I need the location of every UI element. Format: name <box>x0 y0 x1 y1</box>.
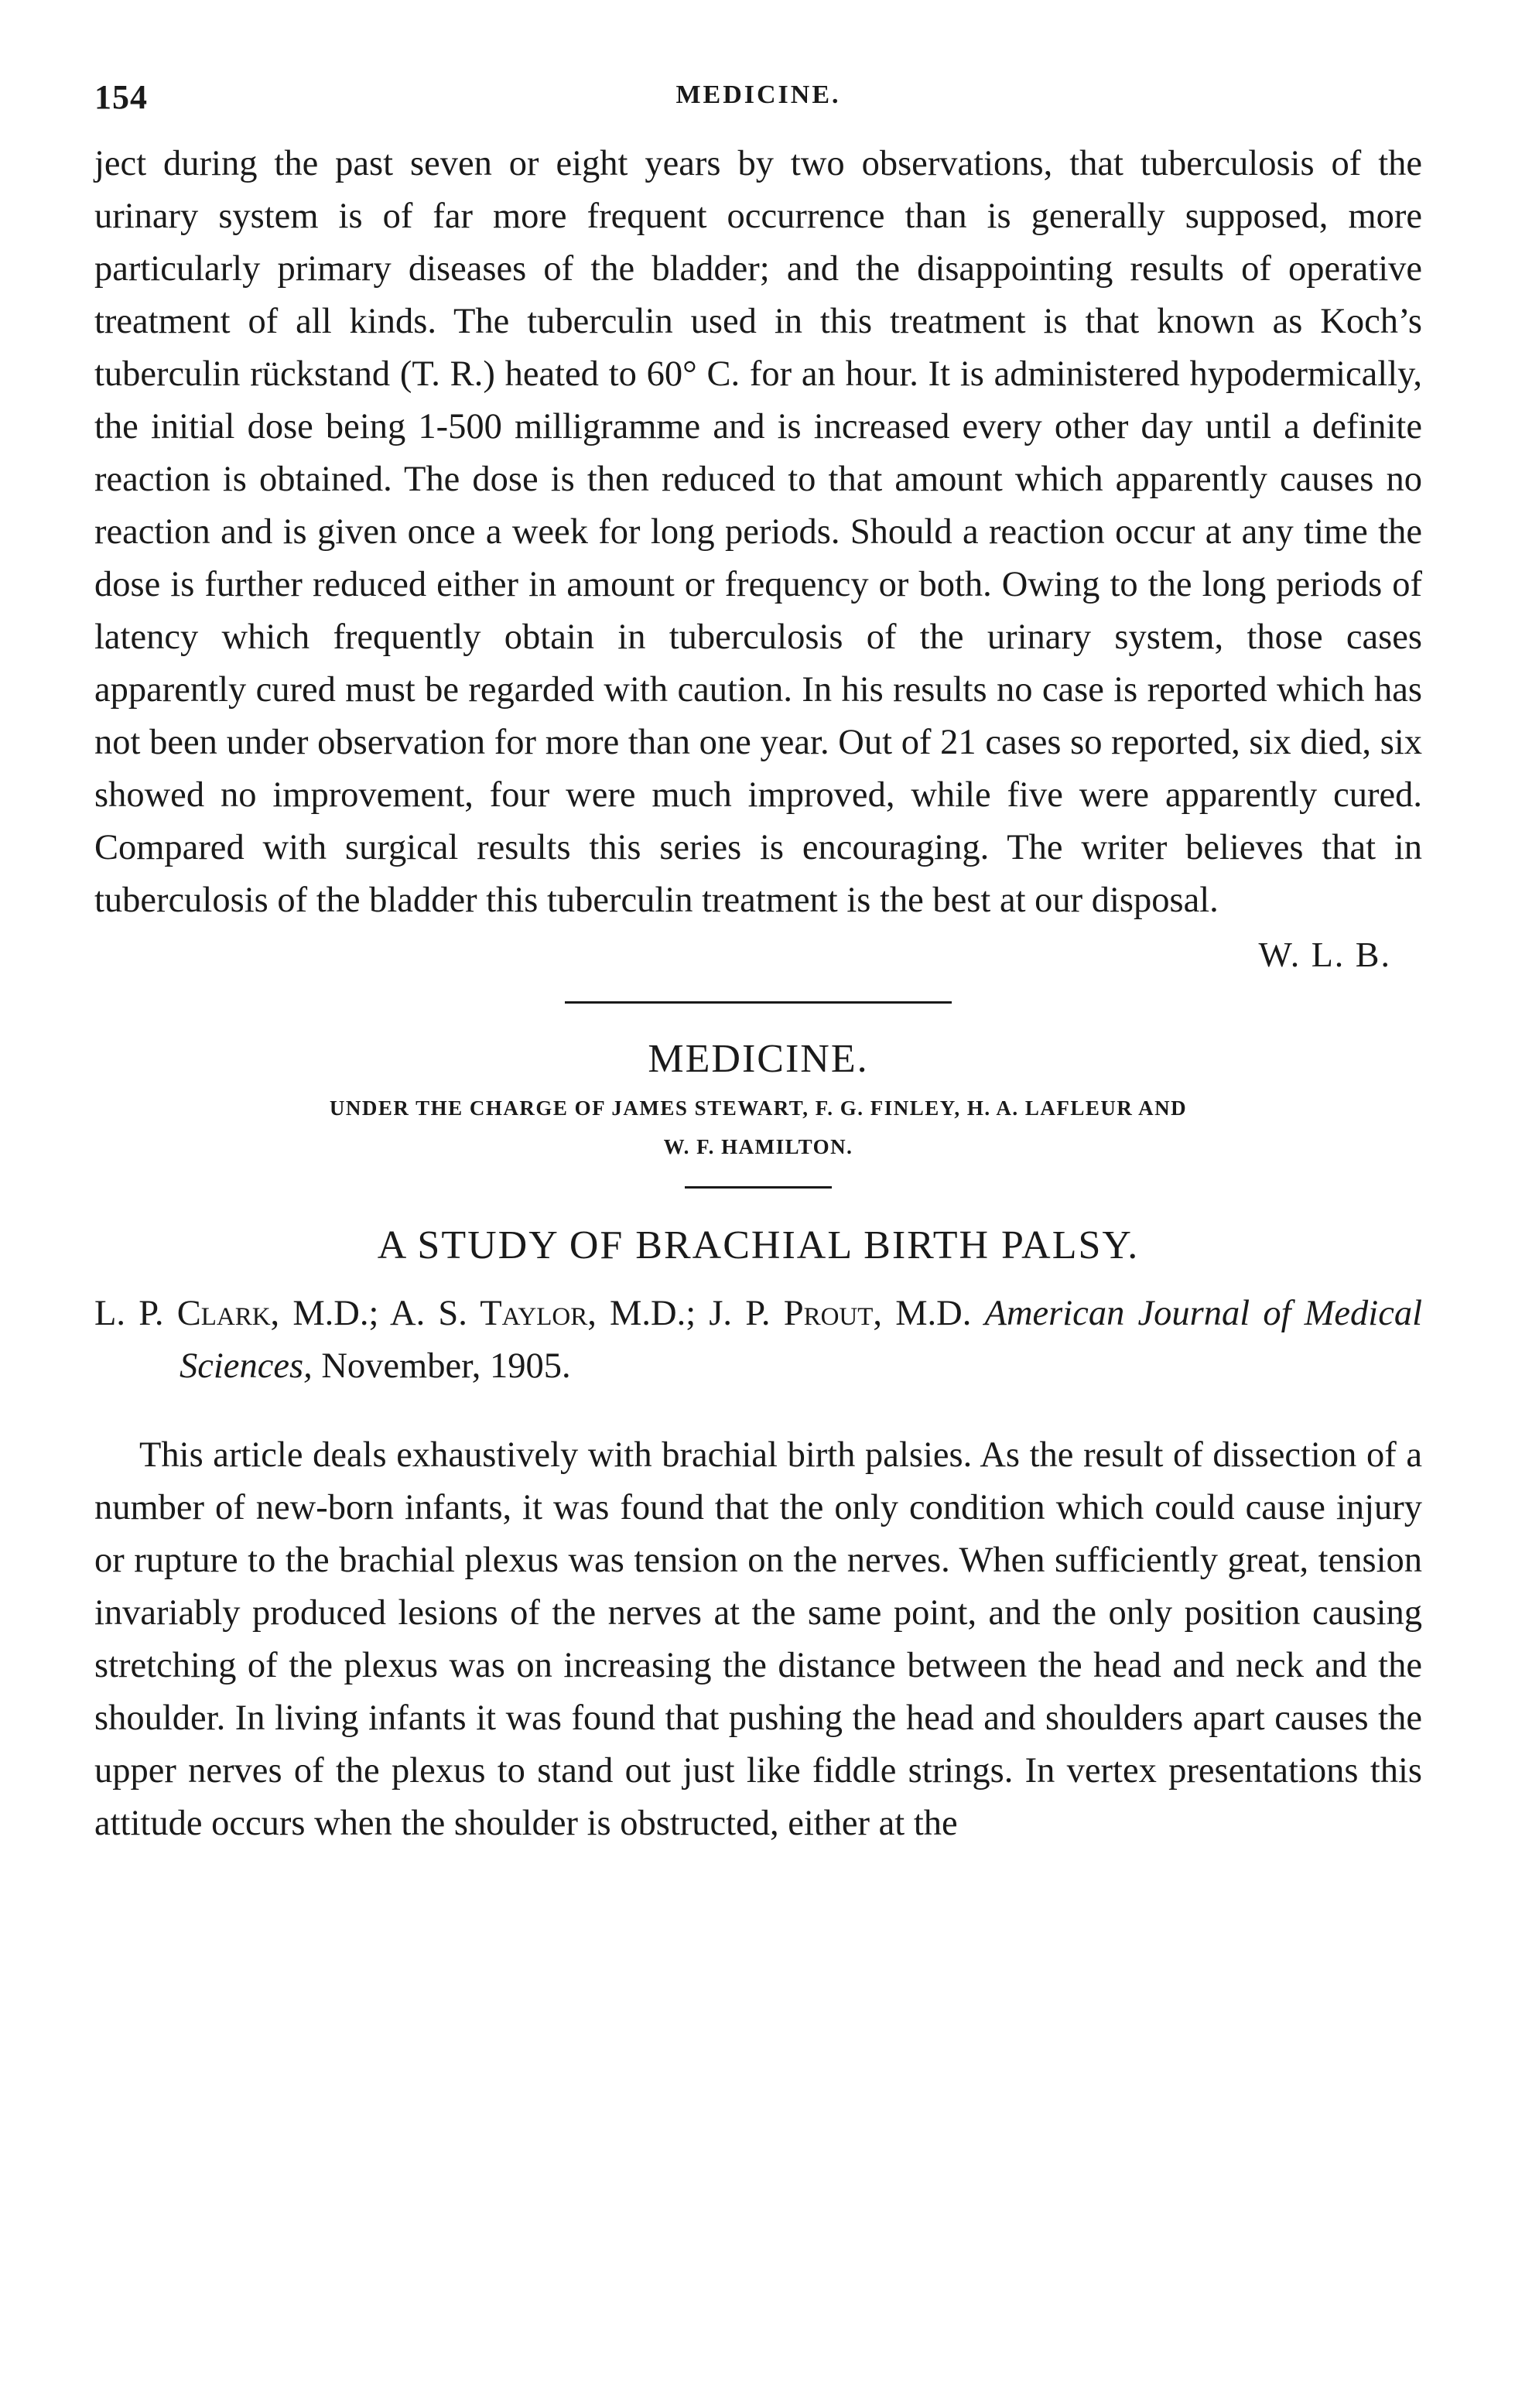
article-citation <box>94 1288 1422 1393</box>
running-head <box>94 77 1422 132</box>
section-editors-line-1: UNDER THE CHARGE OF JAMES STEWART, F. G. FINLEY, H. A. LAFLEUR AND <box>329 1096 1188 1120</box>
journal-name: American Journal of Medical Sciences, <box>180 1294 1423 1386</box>
title-divider <box>685 1186 832 1189</box>
section-editors-line-2: W. F. HAMILTON. <box>663 1135 853 1158</box>
article-title: A STUDY OF BRACHIAL BIRTH PALSY. <box>377 1223 1140 1267</box>
running-title: MEDICINE. <box>675 80 841 109</box>
article-authors: L. P. Clark, M.D.; A. S. Taylor, M.D.; J. P. Prout, M.D. <box>94 1294 972 1333</box>
author-initials: W. L. B. <box>1258 935 1391 974</box>
article-body: This article deals exhaustively with brachial birth palsies. As the result of dissection of a number of new-born infants, it was found that the only condition which could cause injury or rupture to the brachial plexus was tension on the nerves. When sufficiently great, tension invariably produced lesions of the nerves at the same point, and the only position causing stretching of the plexus was on increasing the distance between the head and neck and the shoulder. In living infants it was found that pushing the head and shoulders apart causes the upper nerves of the plexus to stand out just like fiddle strings. In vertex presentations this attitude occurs when the shoulder is obstructed, either at the <box>94 1435 1422 1843</box>
section-title: MEDICINE. <box>648 1037 869 1081</box>
section-divider <box>565 1001 952 1004</box>
intro-paragraph: ject during the past seven or eight years by two observations, that tuberculosis of the urinary system is of far more frequent occurrence than is generally supposed, more particularly primary diseases of the bladder; and the disappointing results of operative treatment of all kinds. The tuberculin used in this treatment is that known as Koch’s tuberculin rückstand (T. R.) heated to 60° C. for an hour. It is administered hypodermically, the initial dose being 1-500 milligramme and is increased every other day until a definite reaction is obtained. The dose is then reduced to that amount which apparently causes no reaction and is given once a week for long periods. Should a reaction occur at any time the dose is further reduced either in amount or frequency or both. Owing to the long periods of latency which frequently obtain in tuberculosis of the urinary system, those cases apparently cured must be regarded with caution. In his results no case is reported which has not been under observation for more than one year. Out of 21 cases so reported, six died, six showed no improvement, four were much improved, while five were apparently cured. Compared with surgical results this series is encouraging. The writer believes that in tuberculosis of the bladder this tuberculin treatment is the best at our disposal. <box>94 144 1422 920</box>
page-number: 154 <box>94 78 148 116</box>
journal-page <box>94 77 1422 1850</box>
publication-date: November, 1905. <box>321 1346 571 1386</box>
section-editors <box>94 1089 1422 1166</box>
